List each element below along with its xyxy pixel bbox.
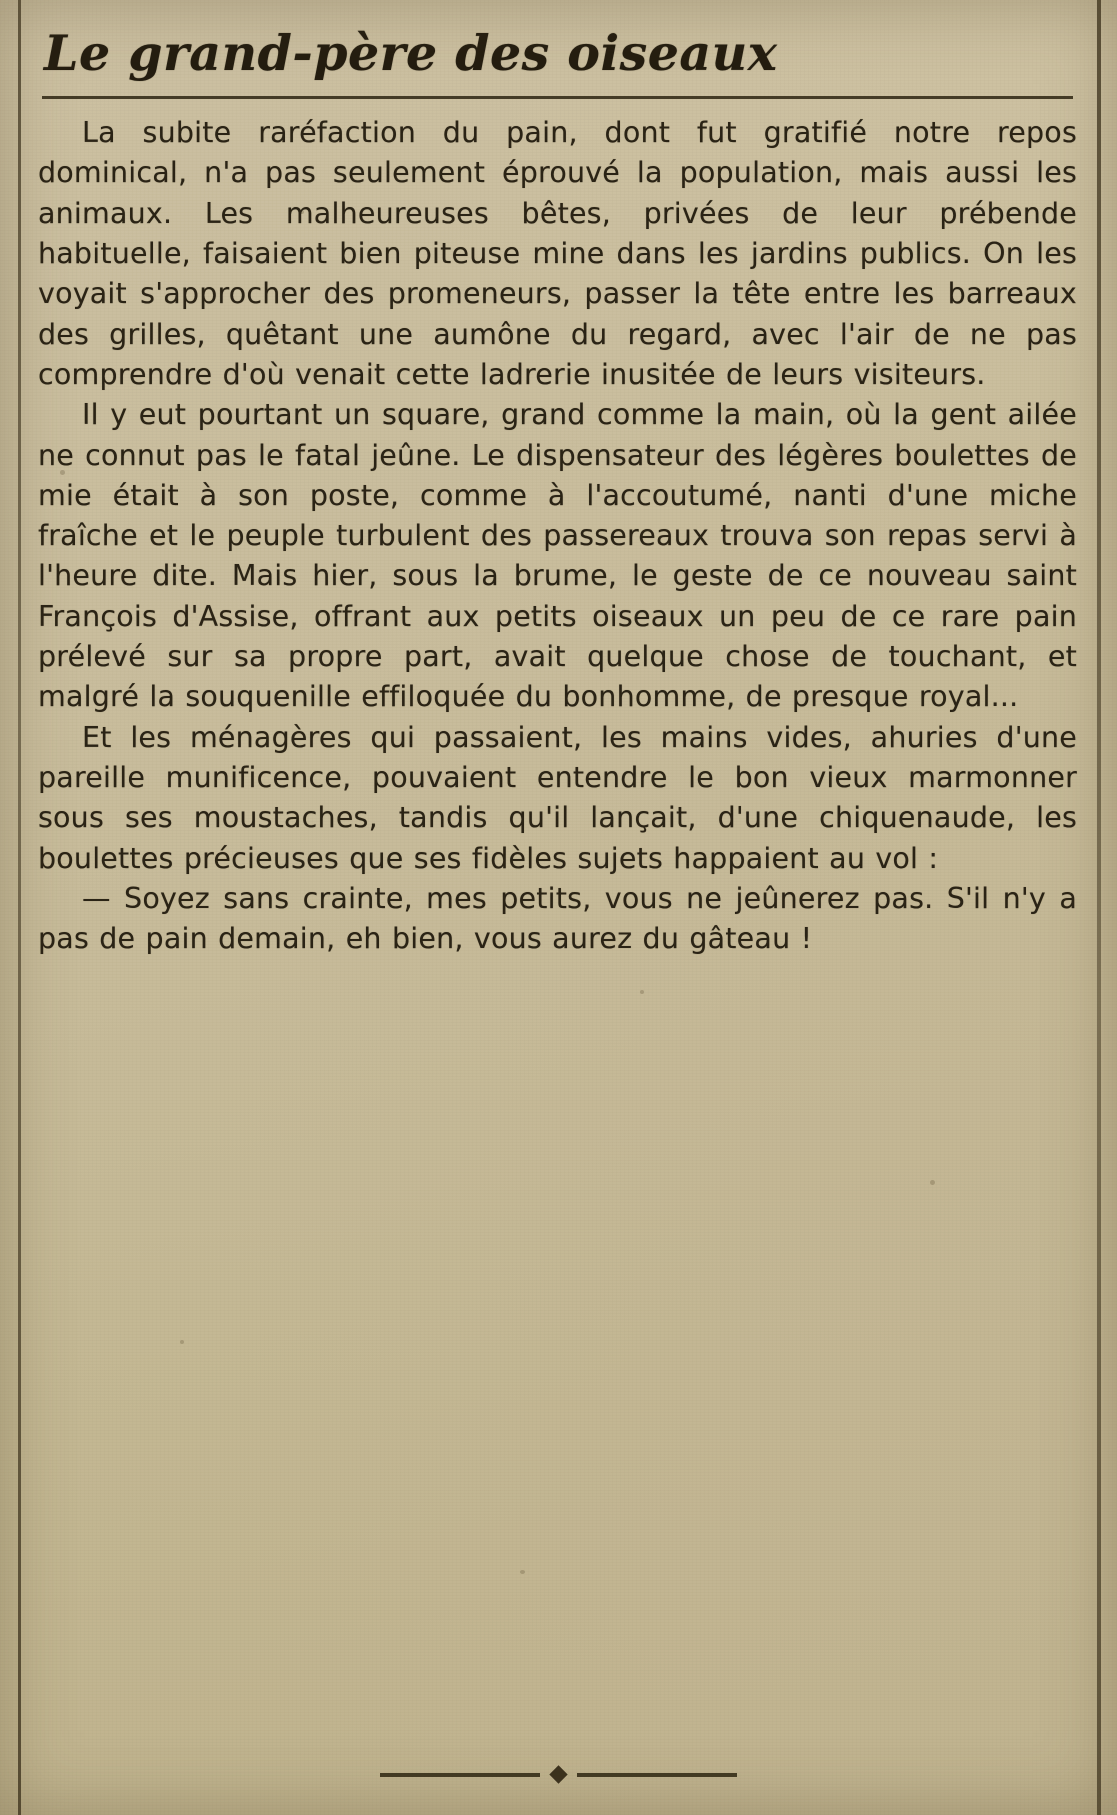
- ornament-bar-right: [577, 1773, 737, 1777]
- article-column: [34, 0, 1081, 1815]
- article-paragraph: La subite raréfaction du pain, dont fut gratifié notre repos dominical, n'a pas seulement éprouvé la population, mais aussi les animaux. Les malheureuses bêtes, privées de leur prébende habituelle, faisaient bien piteuse mine dans les jardins publics. On les voyait s'approcher des promeneurs, passer la tête entre les barreaux des grilles, quêtant une aumône du regard, avec l'air de ne pas comprendre d'où venait cette ladrerie inusitée de leurs visiteurs.: [38, 116, 1077, 391]
- headline-divider: [42, 96, 1073, 99]
- ornament-bar-left: [380, 1773, 540, 1777]
- article-body: [38, 113, 1077, 960]
- article-paragraph-dialogue: — Soyez sans crainte, mes petits, vous ne jeûnerez pas. S'il n'y a pas de pain demain, eh bien, vous aurez du gâteau !: [38, 881, 1077, 956]
- article-paragraph: Et les ménagères qui passaient, les mains vides, ahuries d'une pareille munificence, pouvaient entendre le bon vieux marmonner sous ses moustaches, tandis qu'il lançait, d'une chiquenaude, les boulettes précieuses que ses fidèles sujets happaient au vol :: [38, 720, 1077, 875]
- section-ornament: [0, 1768, 1117, 1781]
- column-rule-left: [18, 0, 21, 1815]
- page-title: Le grand-père des oiseaux: [44, 24, 778, 82]
- article-paragraph: Il y eut pourtant un square, grand comme la main, où la gent ailée ne connut pas le fatal jeûne. Le dispensateur des légères boulettes de mie était à son poste, comme à l'accoutumé, nanti d'une miche fraîche et le peuple turbulent des passereaux trouva son repas servi à l'heure dite. Mais hier, sous la brume, le geste de ce nouveau saint François d'Assise, offrant aux petits oiseaux un peu de ce rare pain prélevé sur sa propre part, avait quelque chose de touchant, et malgré la souquenille effiloquée du bonhomme, de presque royal...: [38, 398, 1077, 714]
- diamond-icon: [549, 1765, 567, 1783]
- column-rule-right: [1097, 0, 1101, 1815]
